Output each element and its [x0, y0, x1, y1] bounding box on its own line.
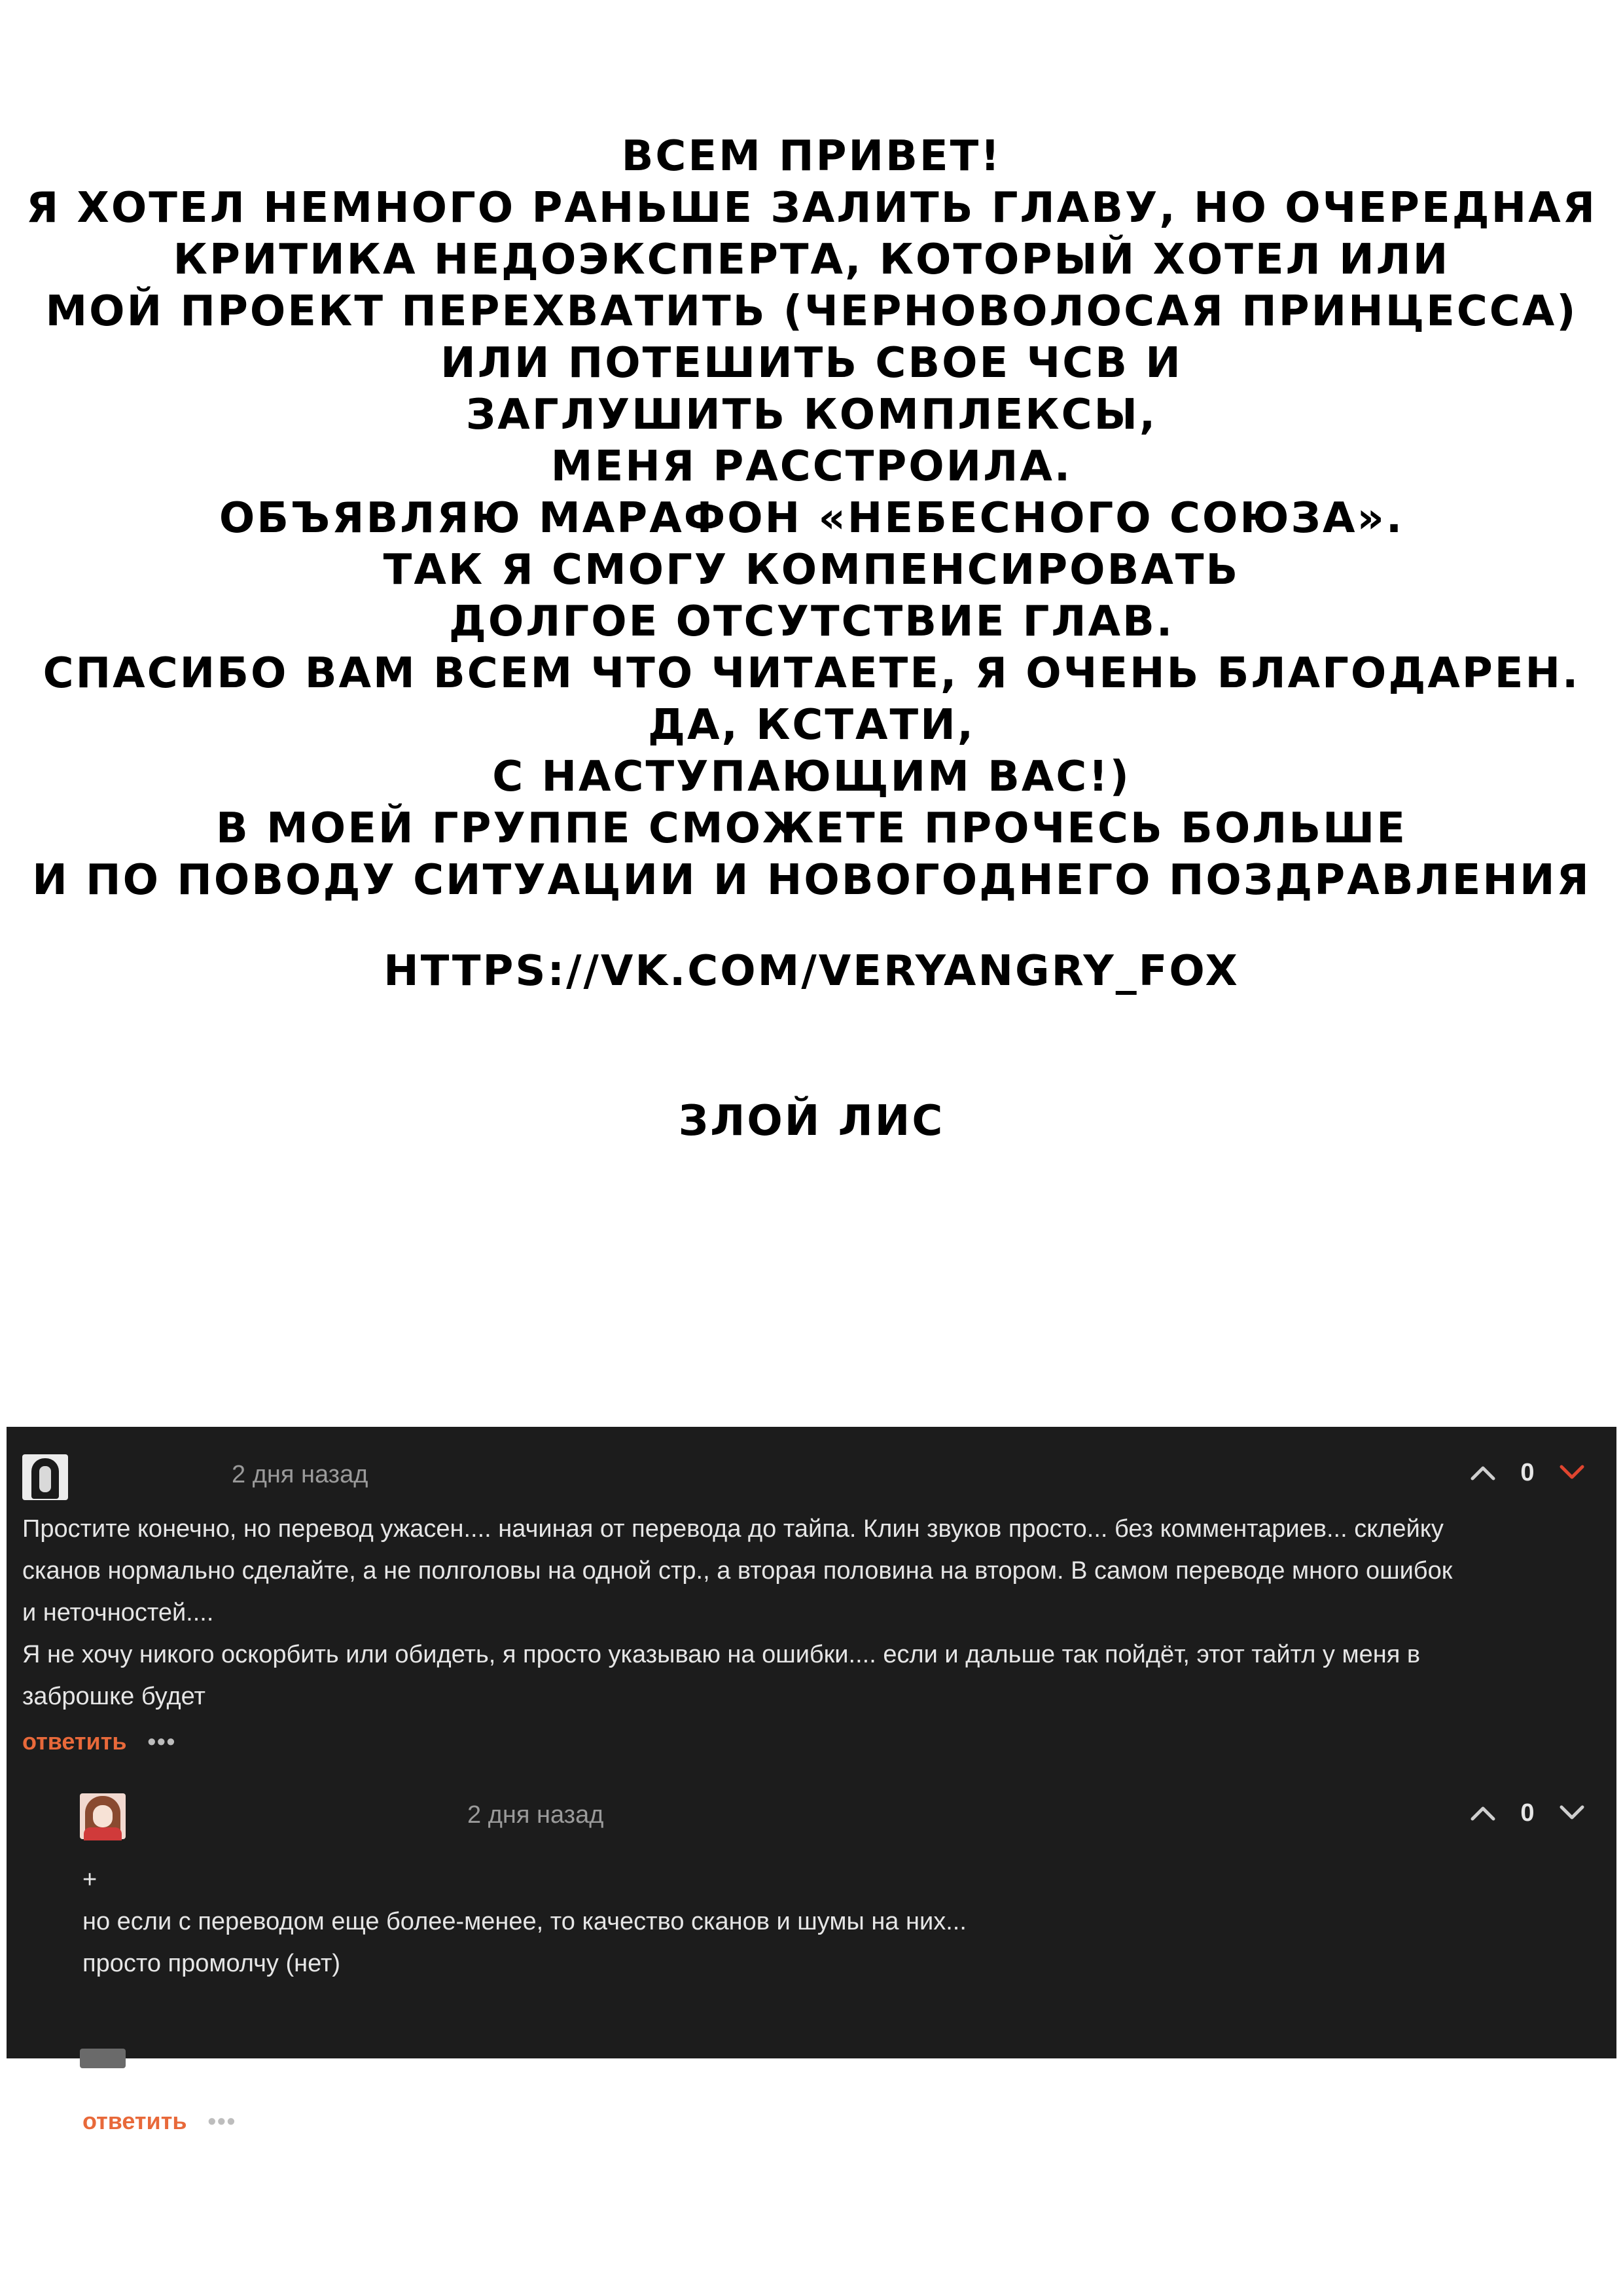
avatar: [80, 2049, 126, 2068]
downvote-button[interactable]: [1554, 1795, 1590, 1831]
group-link[interactable]: HTTPS://VK.COM/VERYANGRY_FOX: [383, 947, 1240, 996]
comment-line: Я не хочу никого оскорбить или обидеть, я просто указываю на ошибки.... если и дальше так пойдёт, этот тайтл у меня в: [22, 1641, 1421, 1668]
chevron-down-icon: [1559, 1464, 1585, 1481]
chevron-up-icon: [1470, 1464, 1496, 1481]
announcement-line: ДОЛГОЕ ОТСУТСТВИЕ ГЛАВ.: [448, 598, 1175, 646]
upvote-button[interactable]: [1465, 1795, 1501, 1831]
announcement-line: ЗАГЛУШИТЬ КОМПЛЕКСЫ,: [465, 391, 1158, 439]
comment-text: [82, 1859, 967, 1984]
comment-time: 2 дня назад: [232, 1461, 368, 1488]
reply-button[interactable]: ответить: [22, 1728, 127, 1755]
announcement: [0, 131, 1623, 1147]
announcement-line: КРИТИКА НЕДОЭКСПЕРТА, КОТОРЫЙ ХОТЕЛ ИЛИ: [173, 236, 1450, 284]
comment-line: Простите конечно, но перевод ужасен.... начиная от перевода до тайпа. Клин звуков просто... без комментариев... склейку: [22, 1515, 1444, 1543]
comment-line: но если с переводом еще более-менее, то качество сканов и шумы на них...: [82, 1908, 967, 1935]
comment-text: [22, 1508, 1452, 1717]
comment-line: и неточностей....: [22, 1599, 214, 1626]
announcement-line: ТАК Я СМОГУ КОМПЕНСИРОВАТЬ: [383, 546, 1240, 594]
announcement-line: ИЛИ ПОТЕШИТЬ СВОЕ ЧСВ И: [440, 339, 1183, 387]
reply-button[interactable]: ответить: [82, 2108, 187, 2134]
announcement-line: В МОЕЙ ГРУППЕ СМОЖЕТЕ ПРОЧЕСЬ БОЛЬШЕ: [216, 804, 1407, 853]
announcement-line: ВСЕМ ПРИВЕТ!: [621, 132, 1002, 181]
comment-line: +: [82, 1866, 98, 1893]
comment-line: сканов нормально сделайте, а не полголовы на одной стр., а вторая половина на втором. В самом переводе много ошибок: [22, 1557, 1453, 1585]
vote-count: 0: [1520, 1799, 1535, 1827]
vote-count: 0: [1520, 1458, 1535, 1486]
announcement-line: С НАСТУПАЮЩИМ ВАС!): [492, 753, 1131, 801]
more-options-button[interactable]: •••: [147, 1728, 177, 1755]
announcement-line: ДА, КСТАТИ,: [647, 701, 976, 749]
comment-time: 2 дня назад: [467, 1801, 604, 1829]
announcement-line: ОБЪЯВЛЯЮ МАРАФОН «НЕБЕСНОГО СОЮЗА».: [219, 494, 1404, 543]
comments-screenshot: [7, 1427, 1616, 2134]
signature: ЗЛОЙ ЛИС: [678, 1097, 945, 1145]
announcement-line: МОЙ ПРОЕКТ ПЕРЕХВАТИТЬ (ЧЕРНОВОЛОСАЯ ПРИНЦЕССА): [45, 287, 1578, 336]
comment-actions: [22, 1728, 176, 1755]
comment-actions: [82, 2108, 236, 2135]
avatar[interactable]: [22, 1454, 68, 1500]
comment-line: просто промолчу (нет): [82, 1950, 341, 1977]
chevron-down-icon: [1559, 1804, 1585, 1821]
announcement-line: СПАСИБО ВАМ ВСЕМ ЧТО ЧИТАЕТЕ, Я ОЧЕНЬ БЛАГОДАРЕН.: [43, 649, 1580, 698]
announcement-line: МЕНЯ РАССТРОИЛА.: [550, 442, 1073, 491]
downvote-button[interactable]: [1554, 1454, 1590, 1491]
vote-controls: [1465, 1793, 1590, 1833]
announcement-line: Я ХОТЕЛ НЕМНОГО РАНЬШЕ ЗАЛИТЬ ГЛАВУ, НО ОЧЕРЕДНАЯ: [26, 184, 1597, 232]
announcement-line: И ПО ПОВОДУ СИТУАЦИИ И НОВОГОДНЕГО ПОЗДРАВЛЕНИЯ: [32, 856, 1591, 905]
vote-controls: [1465, 1453, 1590, 1492]
upvote-button[interactable]: [1465, 1454, 1501, 1491]
chevron-up-icon: [1470, 1804, 1496, 1821]
comment-line: заброшке будет: [22, 1683, 205, 1710]
more-options-button[interactable]: •••: [207, 2108, 237, 2134]
avatar[interactable]: [80, 1793, 126, 1839]
